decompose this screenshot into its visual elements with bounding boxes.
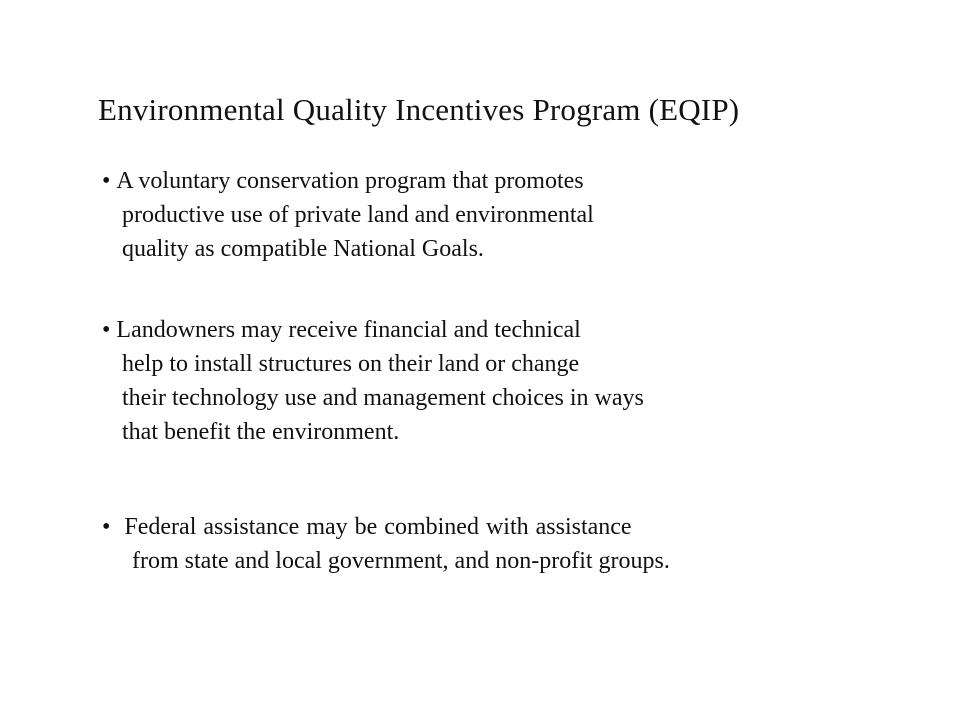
bullet-item	[102, 164, 594, 266]
bullet-dot-icon: •	[102, 514, 111, 540]
bullet-line	[102, 510, 670, 544]
bullet-item	[102, 313, 644, 449]
bullet-line: their technology use and management choices in ways	[122, 385, 644, 411]
bullet-line	[102, 164, 594, 198]
bullet-text: A voluntary conservation program that promotes	[116, 168, 584, 194]
bullet-dot-icon: •	[102, 317, 111, 343]
slide-title: Environmental Quality Incentives Program (EQIP)	[98, 92, 740, 127]
bullet-text: Landowners may receive financial and technical	[116, 317, 581, 343]
bullet-line: help to install structures on their land or change	[122, 351, 580, 377]
bullet-line: productive use of private land and environmental	[122, 202, 594, 228]
bullet-text: Federal assistance may be combined with assistance	[124, 514, 632, 540]
bullet-line	[102, 313, 644, 347]
bullet-item	[102, 510, 670, 578]
bullet-line: from state and local government, and non-profit groups.	[132, 548, 670, 574]
bullet-line: that benefit the environment.	[122, 419, 400, 445]
bullet-dot-icon: •	[102, 168, 111, 194]
bullet-line: quality as compatible National Goals.	[122, 236, 484, 262]
